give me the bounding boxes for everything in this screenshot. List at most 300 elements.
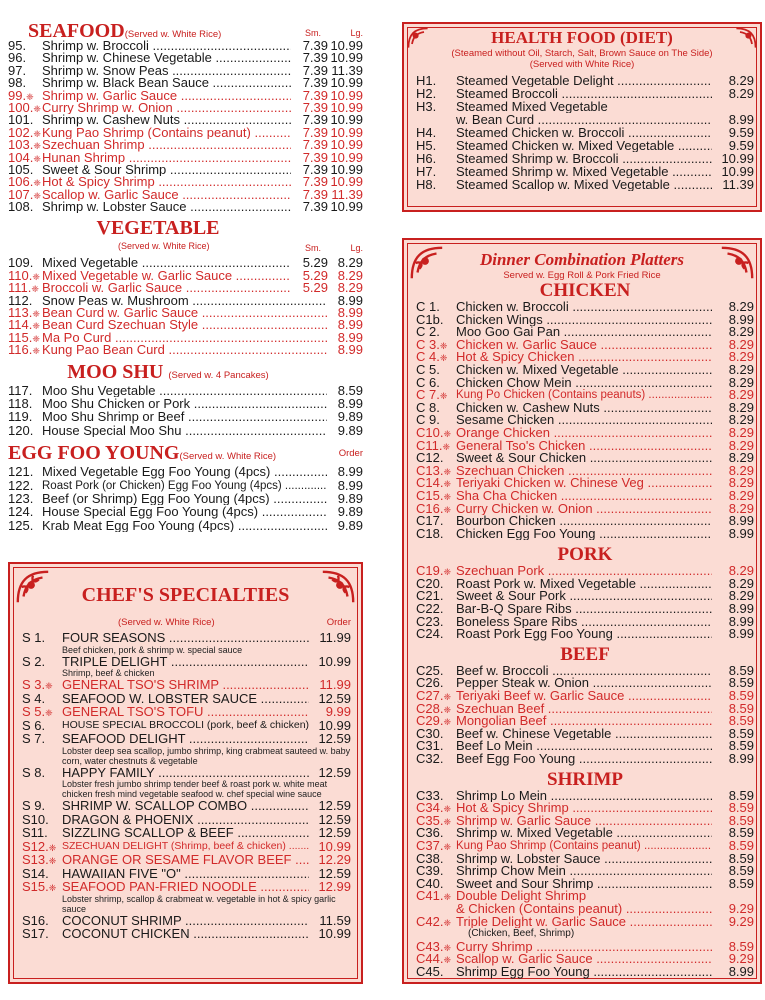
item-number: C34.❈ xyxy=(416,800,452,816)
menu-item xyxy=(416,753,754,766)
item-number: 97. xyxy=(8,62,27,78)
item-name: Kung Pao Bean Curd ..... xyxy=(42,344,327,356)
item-number: H5. xyxy=(416,138,437,153)
item-name: Steamed Chicken w. Mixed Vegetable ..... xyxy=(456,139,712,152)
chef-specialties-panel xyxy=(8,562,363,984)
item-name: Beef w. Chinese Vegetable ..... xyxy=(456,728,712,741)
menu-item xyxy=(8,382,363,398)
moo-shu-list xyxy=(8,382,363,439)
item-price-large: 8.99 xyxy=(337,329,363,345)
menu-item xyxy=(416,414,754,427)
menu-item xyxy=(8,411,363,424)
pepper-icon: ❈ xyxy=(32,346,40,357)
item-name: COCONUT CHICKEN ..... xyxy=(62,927,309,940)
shrimp-title: SHRIMP xyxy=(547,768,623,790)
menu-item xyxy=(22,705,351,719)
item-price: 8.29 xyxy=(728,299,754,314)
menu-item xyxy=(22,927,351,941)
item-number: 115.❈ xyxy=(8,329,40,345)
menu-item xyxy=(8,506,363,519)
item-name: Steamed Mixed Vegetable xyxy=(456,100,608,113)
item-number: C12. xyxy=(416,450,444,466)
item-price-large: 10.99 xyxy=(330,112,363,128)
item-price: 8.29 xyxy=(728,399,754,415)
menu-item xyxy=(416,152,754,165)
egg-foo-young-col-order: Order xyxy=(338,448,363,460)
item-name: Chicken Wings ..... xyxy=(456,314,712,327)
item-description: Shrimp, beef & chicken xyxy=(62,668,155,678)
item-price: 11.59 xyxy=(319,912,351,928)
pepper-icon: ❈ xyxy=(48,883,57,893)
menu-item xyxy=(22,766,351,780)
item-price: 12.29 xyxy=(318,852,351,867)
menu-item xyxy=(416,740,754,753)
item-number: 125. xyxy=(8,517,34,533)
item-name: COCONUT SHRIMP ..... xyxy=(62,914,309,927)
health-title: HEALTH FOOD (DIET) xyxy=(491,28,673,47)
item-price: 8.99 xyxy=(728,751,754,766)
item-number: C15.❈ xyxy=(416,487,452,503)
menu-item xyxy=(8,422,363,438)
pepper-icon: ❈ xyxy=(443,804,452,815)
item-name: (Chicken, Beef, Shrimp) xyxy=(468,928,575,940)
item-price-large: 8.29 xyxy=(337,280,363,296)
item-name: Shrimp Chow Mein ..... xyxy=(456,865,712,878)
item-number: C41.❈ xyxy=(416,888,452,904)
item-name: Moo Shu Vegetable ..... xyxy=(42,385,327,397)
menu-item xyxy=(416,812,754,828)
item-price: 8.29 xyxy=(728,437,754,453)
item-name: Bean Curd w. Garlic Sauce ..... xyxy=(42,307,327,319)
menu-item xyxy=(416,865,754,878)
item-price: 9.29 xyxy=(728,913,754,929)
item-price: 8.29 xyxy=(728,374,754,390)
item-name: Shrimp w. Black Bean Sauce ..... xyxy=(42,77,291,89)
menu-item xyxy=(416,575,754,591)
item-number: 110.❈ xyxy=(8,267,40,283)
item-price: 8.29 xyxy=(728,336,754,352)
menu-item xyxy=(416,351,754,364)
menu-item xyxy=(22,719,351,733)
menu-item xyxy=(416,311,754,327)
menu-item xyxy=(416,336,754,352)
item-number: 111.❈ xyxy=(8,280,39,296)
menu-item xyxy=(416,424,754,440)
item-price-large: 10.99 xyxy=(330,124,363,140)
pepper-icon: ❈ xyxy=(45,681,53,691)
dinner-title: Dinner Combination Platters xyxy=(479,250,685,269)
item-price-small: 7.39 xyxy=(302,199,328,215)
item-price: 9.59 xyxy=(728,138,754,153)
item-number: 122. xyxy=(8,477,34,493)
item-number: C37.❈ xyxy=(416,837,452,853)
item-number: C 5. xyxy=(416,361,440,377)
item-name: Mixed Vegetable w. Garlic Sauce ..... xyxy=(42,270,291,282)
item-price-large: 8.99 xyxy=(337,292,363,308)
dinner-combination-panel xyxy=(402,238,762,984)
menu-item xyxy=(416,100,754,113)
item-number: S17. xyxy=(22,926,49,941)
health-food-panel xyxy=(402,22,762,212)
item-number: S16. xyxy=(22,912,49,928)
item-number: C38. xyxy=(416,850,444,866)
pepper-icon: ❈ xyxy=(439,391,448,402)
item-number: C31. xyxy=(416,738,444,754)
item-name: HOUSE SPECIAL BROCCOLI (pork, beef & chicken) ..... xyxy=(62,719,309,732)
item-name: Szechuan Beef ..... xyxy=(456,703,712,716)
item-price-large: 10.99 xyxy=(330,75,363,91)
item-number: C25. xyxy=(416,662,444,678)
item-number: C42.❈ xyxy=(416,913,452,929)
item-name: Hot & Spicy Shrimp ..... xyxy=(42,176,291,188)
corner-flourish-icon xyxy=(319,568,357,606)
item-name: House Special Moo Shu ..... xyxy=(42,425,327,437)
item-price: 9.89 xyxy=(337,517,363,533)
item-description: Lobster fresh jumbo shrimp tender beef & roast pork w. white meat chicken fresh mind vegetable seafood w. chef special wine sauce xyxy=(62,779,328,799)
chef-title: CHEF'S SPECIALTIES xyxy=(81,584,290,606)
menu-item xyxy=(416,126,754,139)
chef-list xyxy=(10,631,361,941)
item-name: Roast Pork Egg Foo Young ..... xyxy=(456,628,712,641)
item-number: C26. xyxy=(416,675,444,691)
item-price: 8.99 xyxy=(728,513,754,529)
item-price-large: 10.99 xyxy=(330,199,363,215)
item-number: C 9. xyxy=(416,412,440,428)
item-number: 108. xyxy=(8,199,34,215)
menu-item xyxy=(8,466,363,479)
item-number: C1b. xyxy=(416,311,444,327)
item-name: Sweet & Sour Shrimp ..... xyxy=(42,164,291,176)
menu-item xyxy=(416,301,754,314)
menu-item xyxy=(416,802,754,815)
pepper-icon: ❈ xyxy=(45,708,53,718)
menu-item xyxy=(22,655,351,669)
menu-item xyxy=(416,361,754,377)
menu-item xyxy=(416,389,754,402)
item-name: Szechuan Chicken ..... xyxy=(456,465,712,478)
chef-col-order: Order xyxy=(326,617,351,628)
item-price-small: 7.39 xyxy=(302,186,328,202)
menu-item xyxy=(416,700,754,716)
menu-item xyxy=(22,678,351,692)
item-number: C10.❈ xyxy=(416,424,452,440)
item-price: 8.99 xyxy=(728,613,754,629)
pepper-icon: ❈ xyxy=(443,955,452,966)
seafood-list xyxy=(8,40,363,213)
item-price: 8.59 xyxy=(728,662,754,678)
item-price-small: 7.39 xyxy=(302,112,328,128)
pepper-icon: ❈ xyxy=(33,190,41,201)
item-price-large: 8.99 xyxy=(337,305,363,321)
menu-item xyxy=(416,928,754,941)
menu-item xyxy=(416,690,754,703)
item-number: C13.❈ xyxy=(416,462,452,478)
menu-item xyxy=(416,900,754,916)
item-name: Szechuan Shrimp ..... xyxy=(42,139,291,151)
item-name: Beef (or Shrimp) Egg Foo Young (4pcs) ..... xyxy=(42,493,327,505)
item-price-small: 7.39 xyxy=(302,38,328,53)
menu-item xyxy=(416,913,754,929)
menu-item xyxy=(22,853,351,867)
item-name: Kung Pao Shrimp (Contains peanut) ..... xyxy=(456,840,712,853)
item-price-large: 8.99 xyxy=(337,317,363,333)
item-name: Chicken w. Garlic Sauce ..... xyxy=(456,339,712,352)
item-name: Bean Curd Szechuan Style ..... xyxy=(42,319,327,331)
item-price: 12.59 xyxy=(318,731,351,746)
item-price-small: 7.39 xyxy=(302,137,328,153)
item-name: Beef Lo Mein ..... xyxy=(456,740,712,753)
item-price-large: 10.99 xyxy=(330,174,363,190)
item-price: 8.59 xyxy=(728,850,754,866)
item-number: S14. xyxy=(22,865,49,881)
item-name: Shrimp w. Lobster Sauce ..... xyxy=(456,853,712,866)
item-price-large: 10.99 xyxy=(330,137,363,153)
item-name: GENERAL TSO'S TOFU ..... xyxy=(62,705,309,718)
menu-item xyxy=(416,725,754,741)
item-number: C 6. xyxy=(416,374,440,390)
item-price: 9.59 xyxy=(728,125,754,140)
pepper-icon: ❈ xyxy=(443,717,452,728)
item-name: Mixed Vegetable ..... xyxy=(42,257,291,269)
item-name: Double Delight Shrimp xyxy=(456,890,587,903)
menu-item xyxy=(416,399,754,415)
item-price: 8.59 xyxy=(728,787,754,803)
item-name: Shrimp w. Mixed Vegetable ..... xyxy=(456,827,712,840)
item-name: Shrimp w. Garlic Sauce ..... xyxy=(456,815,712,828)
item-price: 8.59 xyxy=(728,700,754,716)
item-price-small: 7.39 xyxy=(302,99,328,115)
item-number: H2. xyxy=(416,86,437,101)
item-price: 8.29 xyxy=(728,412,754,428)
item-name: Hunan Shrimp ..... xyxy=(42,152,291,164)
menu-item xyxy=(416,565,754,578)
item-name: HAWAIIAN FIVE "O" ..... xyxy=(62,867,309,880)
item-price: 8.59 xyxy=(728,863,754,879)
item-number: C45. xyxy=(416,963,444,979)
item-price-small: 5.29 xyxy=(302,267,328,283)
item-price: 12.59 xyxy=(318,825,351,840)
item-description: Lobster shrimp, scallop & crabmeat w. vegetable in hot & spicy garlic sauce xyxy=(62,893,336,914)
item-price: 8.59 xyxy=(728,825,754,841)
item-name: Moo Shu Chicken or Pork ..... xyxy=(42,398,327,410)
menu-item xyxy=(22,813,351,827)
item-price: 11.99 xyxy=(319,677,351,692)
item-name: Sweet and Sour Shrimp ..... xyxy=(456,878,712,891)
item-number: H8. xyxy=(416,177,437,192)
menu-item xyxy=(416,787,754,803)
item-price: 8.59 xyxy=(728,875,754,891)
item-number: 100.❈ xyxy=(8,99,41,115)
item-name: Teriyaki Beef w. Garlic Sauce ..... xyxy=(456,690,712,703)
menu-item xyxy=(416,963,754,979)
pepper-icon: ❈ xyxy=(32,321,40,332)
item-name: Chicken Chow Mein ..... xyxy=(456,377,712,390)
item-number: 105. xyxy=(8,161,34,177)
menu-item xyxy=(416,462,754,478)
item-name: Roast Pork (or Chicken) Egg Foo Young (4pcs) ..... xyxy=(42,480,327,492)
item-number: C 2. xyxy=(416,324,440,340)
beef-title: BEEF xyxy=(560,643,610,665)
item-price: 9.89 xyxy=(337,422,363,438)
item-name: Scallop w. Garlic Sauce ..... xyxy=(42,189,291,201)
menu-item xyxy=(8,395,363,411)
chef-subheader xyxy=(10,617,361,631)
item-price: 8.29 xyxy=(728,387,754,403)
seafood-col-lg: Lg. xyxy=(350,28,363,38)
item-number: C22. xyxy=(416,601,444,617)
menu-item xyxy=(8,307,363,319)
pepper-icon: ❈ xyxy=(443,491,452,502)
item-name: w. Bean Curd ..... xyxy=(456,113,712,126)
item-price: 8.59 xyxy=(728,675,754,691)
item-name: Beef Egg Foo Young ..... xyxy=(456,753,712,766)
egg-foo-young-list xyxy=(8,466,363,533)
menu-item xyxy=(416,938,754,954)
item-name: Shrimp w. Cashew Nuts ..... xyxy=(42,114,291,126)
item-number: 124. xyxy=(8,504,34,520)
item-number: C30. xyxy=(416,725,444,741)
item-price: 10.99 xyxy=(318,653,351,669)
item-price: 8.59 xyxy=(728,713,754,729)
item-price-small: 7.39 xyxy=(302,149,328,165)
item-number: S 7. xyxy=(22,731,46,746)
item-name: & Chicken (Contains peanut) ..... xyxy=(456,903,712,916)
item-number: C39. xyxy=(416,863,444,879)
item-name: Moo Shu Shrimp or Beef ..... xyxy=(42,411,327,423)
item-description: Lobster deep sea scallop, jumbo shrimp, king crabmeat sauteed w. baby corn, water chestnuts & vegetable xyxy=(62,745,351,766)
item-price: 8.59 xyxy=(728,738,754,754)
dinner-lists xyxy=(404,281,760,979)
pepper-icon: ❈ xyxy=(33,178,41,189)
item-number: 117. xyxy=(8,382,33,398)
item-price: 8.99 xyxy=(337,477,363,493)
item-number: 106.❈ xyxy=(8,174,41,190)
egg-foo-young-note: (Served w. White Rice) xyxy=(179,451,277,463)
item-name: Sesame Chicken ..... xyxy=(456,414,712,427)
item-name: Curry Chicken w. Onion ..... xyxy=(456,503,712,516)
item-price-small: 7.39 xyxy=(302,50,328,66)
item-price: 11.99 xyxy=(319,630,351,645)
menu-item xyxy=(416,477,754,490)
item-name: Roast Pork w. Mixed Vegetable ..... xyxy=(456,578,712,591)
menu-item xyxy=(22,914,351,928)
pepper-icon: ❈ xyxy=(443,942,452,953)
menu-item xyxy=(416,953,754,966)
item-price: 8.99 xyxy=(728,311,754,327)
item-number: 118. xyxy=(8,395,33,411)
pepper-icon: ❈ xyxy=(48,842,57,853)
item-number: 107.❈ xyxy=(8,186,41,202)
item-number: 109. xyxy=(8,255,34,271)
vegetable-col-lg: Lg. xyxy=(350,243,363,254)
item-price-small: 7.39 xyxy=(302,75,328,91)
item-price: 8.29 xyxy=(728,500,754,516)
item-name: Steamed Shrimp w. Broccoli ..... xyxy=(456,152,712,165)
item-name: Kung Po Chicken (Contains peanuts) ..... xyxy=(456,389,712,402)
item-price-large: 10.99 xyxy=(330,99,363,115)
item-price-large: 11.39 xyxy=(331,62,363,78)
menu-item xyxy=(22,880,351,894)
item-name: Scallop w. Garlic Sauce ..... xyxy=(456,953,712,966)
item-price: 10.99 xyxy=(318,926,351,941)
seafood-title: SEAFOOD xyxy=(28,20,125,42)
menu-item xyxy=(416,590,754,603)
item-price-large: 10.99 xyxy=(330,38,363,53)
item-number: 116.❈ xyxy=(8,342,40,358)
item-number: H7. xyxy=(416,164,437,179)
pork-list xyxy=(416,565,754,641)
item-price: 8.59 xyxy=(728,812,754,828)
item-name: SHRIMP W. SCALLOP COMBO ..... xyxy=(62,799,309,812)
item-price: 8.29 xyxy=(728,424,754,440)
pepper-icon: ❈ xyxy=(443,816,452,827)
pepper-icon: ❈ xyxy=(33,141,41,152)
item-number: C 8. xyxy=(416,399,440,415)
item-number: H1. xyxy=(416,73,437,88)
item-number: C44.❈ xyxy=(416,951,452,967)
item-price-small: 5.29 xyxy=(302,280,328,296)
item-number: S 9. xyxy=(22,798,46,813)
pepper-icon: ❈ xyxy=(33,153,41,164)
item-number: S11. xyxy=(22,825,48,840)
item-price: 10.99 xyxy=(721,164,754,179)
menu-item xyxy=(416,827,754,840)
item-price: 8.29 xyxy=(728,475,754,491)
item-price: 11.39 xyxy=(722,177,754,192)
corner-flourish-icon xyxy=(14,568,52,606)
item-price: 8.29 xyxy=(728,575,754,591)
item-number: 113.❈ xyxy=(8,305,40,321)
item-number: H4. xyxy=(416,125,437,140)
item-name: FOUR SEASONS ..... xyxy=(62,631,309,644)
item-name: Pepper Steak w. Onion ..... xyxy=(456,677,712,690)
item-name: Steamed Shrimp w. Mixed Vegetable ..... xyxy=(456,165,712,178)
menu-item xyxy=(22,732,351,746)
item-name: Curry Shrimp ..... xyxy=(456,941,712,954)
item-name: SEAFOOD W. LOBSTER SAUCE ..... xyxy=(62,692,309,705)
menu-item xyxy=(416,178,754,191)
item-price: 8.99 xyxy=(337,395,363,411)
item-name: Steamed Broccoli ..... xyxy=(456,87,712,100)
item-price: 8.59 xyxy=(728,837,754,853)
item-price: 12.59 xyxy=(318,865,351,881)
item-number: S15.❈ xyxy=(22,879,57,894)
item-name: Shrimp w. Snow Peas ..... xyxy=(42,65,291,77)
item-number: 98. xyxy=(8,75,27,91)
beef-list xyxy=(416,662,754,766)
item-number: S10. xyxy=(22,811,49,827)
item-price: 8.29 xyxy=(728,86,754,101)
vegetable-col-sm: Sm. xyxy=(304,243,321,254)
pepper-icon: ❈ xyxy=(31,284,39,295)
item-price-small: 5.29 xyxy=(302,255,328,271)
item-price: 10.99 xyxy=(318,717,351,733)
item-name: Steamed Chicken w. Broccoli ..... xyxy=(456,126,712,139)
menu-item xyxy=(8,282,363,294)
item-price: 8.59 xyxy=(337,382,363,398)
item-number: C 4.❈ xyxy=(416,349,448,365)
pepper-icon: ❈ xyxy=(443,917,452,928)
item-price: 9.89 xyxy=(337,504,363,520)
item-name: Orange Chicken ..... xyxy=(456,427,712,440)
pepper-icon: ❈ xyxy=(443,692,452,703)
item-name: Mixed Vegetable Egg Foo Young (4pcs) ..... xyxy=(42,466,327,478)
item-name: House Special Egg Foo Young (4pcs) ..... xyxy=(42,506,327,518)
item-number: S 8. xyxy=(22,764,46,780)
item-name: Shrimp w. Lobster Sauce ..... xyxy=(42,201,291,213)
item-number: 104.❈ xyxy=(8,149,41,165)
menu-item xyxy=(416,87,754,100)
